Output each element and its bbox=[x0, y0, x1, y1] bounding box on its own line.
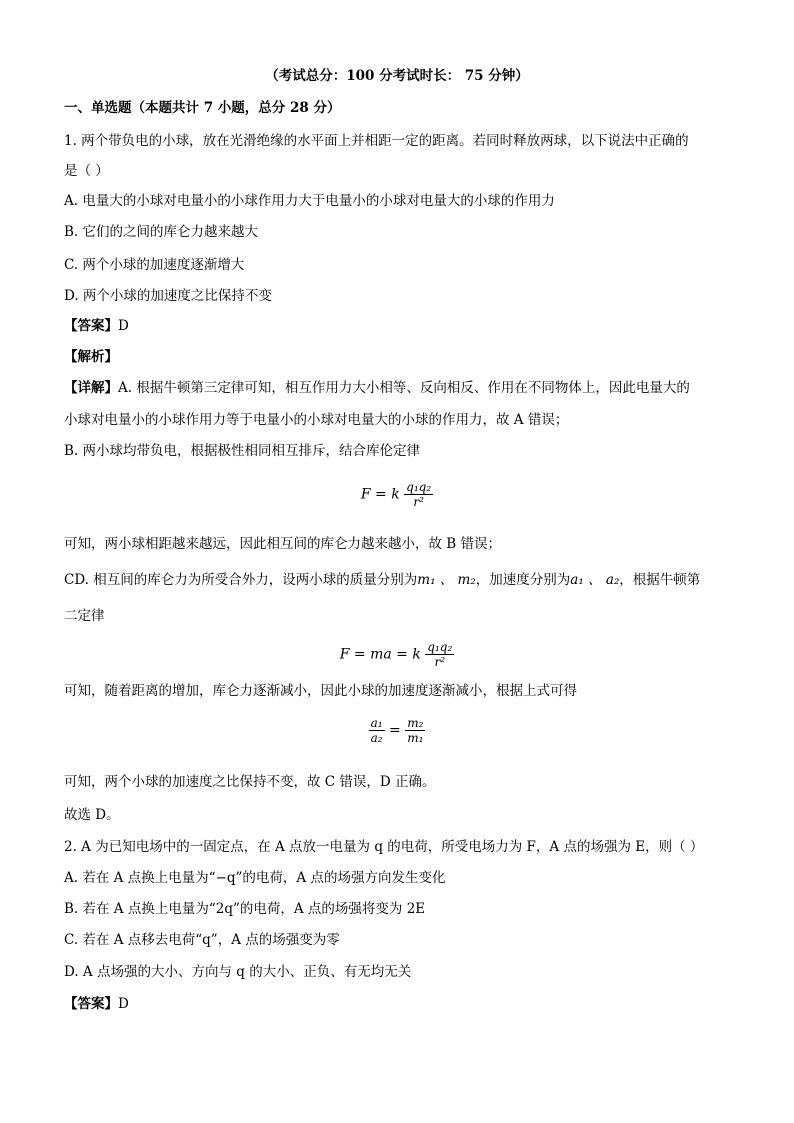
q2-answer-value: D bbox=[118, 996, 129, 1012]
q2-option-a: A. 若在 A 点换上电量为“−q”的电荷，A 点的场强方向发生变化 bbox=[64, 870, 446, 886]
detail-line8: 可知，两个小球的加速度之比保持不变，故 C 错误，D 正确。 bbox=[64, 774, 436, 790]
q1-stem-line1: 1. 两个带负电的小球，放在光滑绝缘的水平面上并相距一定的距离。若同时释放两球，以下说法中正确的 bbox=[64, 133, 689, 149]
formula-ratio-right bbox=[405, 716, 425, 745]
formula-coulomb-den: r² bbox=[413, 495, 424, 509]
formula-coulomb-frac bbox=[404, 480, 433, 509]
q2-option-d: D. A 点场强的大小、方向与 q 的大小、正负、有无均无关 bbox=[64, 964, 412, 980]
formula-ratio bbox=[0, 716, 794, 745]
q1-option-a: A. 电量大的小球对电量小的小球作用力大于电量小的小球对电量大的小球的作用力 bbox=[64, 193, 555, 209]
detail-line2: 小球对电量小的小球作用力等于电量小的小球对电量大的小球的作用力，故 A 错误； bbox=[64, 412, 569, 428]
formula-newton bbox=[0, 640, 794, 669]
q1-stem-line2: 是（ ） bbox=[64, 163, 109, 179]
q1-option-d: D. 两个小球的加速度之比保持不变 bbox=[64, 288, 272, 304]
q2-option-b: B. 若在 A 点换上电量为“2q”的电荷，A 点的场强将变为 2E bbox=[64, 901, 426, 917]
answer-tag: 【答案】 bbox=[64, 318, 118, 334]
detail-line3: B. 两小球均带负电，根据极性相同相互排斥，结合库伦定律 bbox=[64, 443, 421, 459]
detail-tag: 【详解】 bbox=[64, 380, 118, 396]
detail-text5b: ，加速度分别为 bbox=[475, 572, 571, 588]
q1-option-c: C. 两个小球的加速度逐渐增大 bbox=[64, 257, 245, 273]
detail-text5c: ，根据牛顿第 bbox=[619, 572, 701, 588]
formula-newton-den: r² bbox=[434, 655, 446, 669]
formula-newton-num: q₁q₂ bbox=[427, 640, 453, 654]
detail-line1 bbox=[64, 378, 690, 398]
exam-info: （考试总分：100 分考试时长： 75 分钟） bbox=[265, 68, 529, 84]
q2-option-c: C. 若在 A 点移去电荷“q”，A 点的场强变为零 bbox=[64, 932, 340, 948]
q1-option-b: B. 它们的之间的库仑力越来越大 bbox=[64, 224, 259, 240]
formula-ratio-den-right: m₁ bbox=[407, 731, 424, 745]
formula-newton-lhs: F = ma = k bbox=[339, 646, 421, 663]
detail-text5a: CD. 相互间的库仑力为所受合外力，设两小球的质量分别为 bbox=[64, 572, 418, 588]
answer-value: D bbox=[118, 318, 129, 334]
formula-coulomb bbox=[0, 480, 794, 509]
detail-line6: 二定律 bbox=[64, 608, 105, 624]
detail-text1: A. 根据牛顿第三定律可知，相互作用力大小相等、反向相反、作用在不同物体上，因此电量大的 bbox=[118, 380, 690, 396]
formula-ratio-num-right: m₂ bbox=[407, 716, 424, 730]
formula-ratio-left bbox=[369, 716, 385, 745]
detail-line4: 可知，两小球相距越来越远，因此相互间的库仑力越来越小，故 B 错误； bbox=[64, 536, 502, 552]
q2-answer bbox=[64, 994, 129, 1014]
q2-answer-tag: 【答案】 bbox=[64, 996, 118, 1012]
formula-ratio-num-left: a₁ bbox=[370, 716, 383, 730]
detail-line9: 故选 D。 bbox=[64, 807, 120, 823]
section-title: 一、单选题（本题共计 7 小题，总分 28 分） bbox=[64, 100, 341, 116]
q1-answer bbox=[64, 316, 129, 336]
formula-ratio-eq: = bbox=[389, 722, 401, 739]
formula-coulomb-lhs: F = k bbox=[360, 486, 400, 503]
mass-symbols: m₁ 、 m₂ bbox=[417, 572, 476, 588]
detail-line5 bbox=[64, 570, 700, 590]
formula-newton-frac bbox=[425, 640, 454, 669]
q2-stem: 2. A 为已知电场中的一固定点，在 A 点放一电量为 q 的电荷，所受电场力为 F，A 点的场强为 E，则（ ） bbox=[64, 839, 704, 855]
accel-symbols: a₁ 、 a₂ bbox=[570, 572, 620, 588]
detail-line7: 可知，随着距离的增加，库仑力逐渐减小，因此小球的加速度逐渐减小，根据上式可得 bbox=[64, 683, 577, 699]
analysis-tag: 【解析】 bbox=[64, 349, 118, 365]
formula-coulomb-num: q₁q₂ bbox=[406, 480, 432, 494]
formula-ratio-den-left: a₂ bbox=[370, 731, 383, 745]
